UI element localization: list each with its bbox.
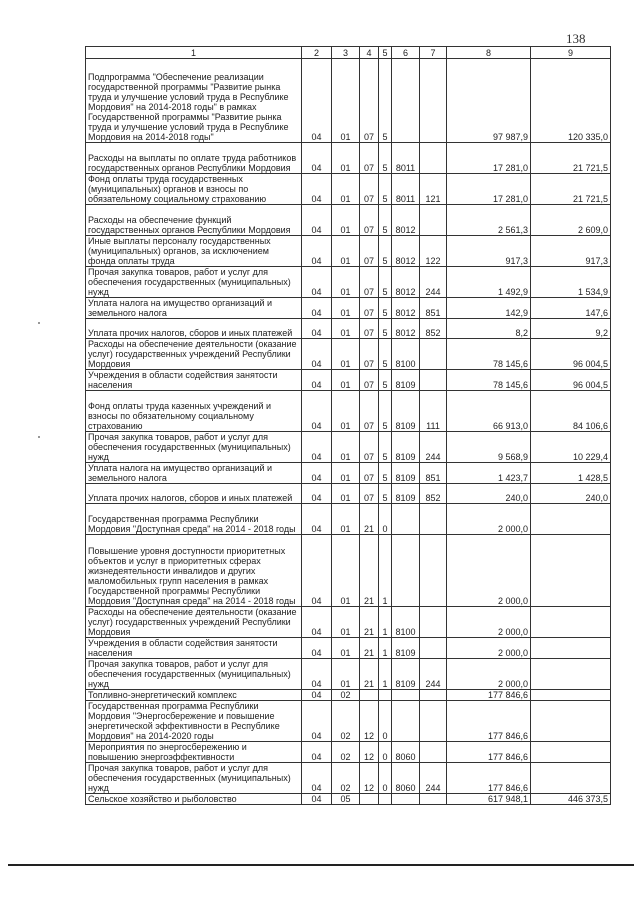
subsection-code: 05 xyxy=(332,794,360,805)
table-row xyxy=(86,794,611,805)
amount-2016 xyxy=(531,535,611,607)
section-code: 04 xyxy=(302,339,332,370)
item-code xyxy=(392,794,420,805)
expense-type-code: 122 xyxy=(420,236,447,267)
item-code: 8109 xyxy=(392,391,420,432)
row-name: Прочая закупка товаров, работ и услуг для обеспечения государственных (муниципальных) нужд xyxy=(86,432,302,463)
item-code: 8012 xyxy=(392,267,420,298)
amount-2015: 2 000,0 xyxy=(447,638,531,659)
section-code: 04 xyxy=(302,504,332,535)
program-code: 07 xyxy=(360,484,379,504)
expense-type-code xyxy=(420,535,447,607)
subsection-code: 01 xyxy=(332,432,360,463)
amount-2015: 240,0 xyxy=(447,484,531,504)
subprogram-code: 5 xyxy=(379,463,392,484)
row-name: Сельское хозяйство и рыболовство xyxy=(86,794,302,805)
amount-2016 xyxy=(531,763,611,794)
section-code: 04 xyxy=(302,174,332,205)
expense-type-code: 244 xyxy=(420,432,447,463)
table-row xyxy=(86,742,611,763)
amount-2016 xyxy=(531,659,611,690)
program-code: 07 xyxy=(360,463,379,484)
expense-type-code: 121 xyxy=(420,174,447,205)
amount-2016 xyxy=(531,701,611,742)
item-code: 8012 xyxy=(392,319,420,339)
column-header: 4 xyxy=(360,47,379,59)
row-name: Прочая закупка товаров, работ и услуг для обеспечения государственных (муниципальных) нужд xyxy=(86,763,302,794)
program-code xyxy=(360,690,379,701)
amount-2016: 2 609,0 xyxy=(531,205,611,236)
section-code: 04 xyxy=(302,319,332,339)
item-code: 8060 xyxy=(392,763,420,794)
program-code: 21 xyxy=(360,504,379,535)
amount-2015: 917,3 xyxy=(447,236,531,267)
amount-2015: 17 281,0 xyxy=(447,143,531,174)
section-code: 04 xyxy=(302,659,332,690)
program-code: 07 xyxy=(360,236,379,267)
amount-2015: 66 913,0 xyxy=(447,391,531,432)
subsection-code: 02 xyxy=(332,763,360,794)
subprogram-code xyxy=(379,690,392,701)
amount-2015: 2 561,3 xyxy=(447,205,531,236)
expense-type-code xyxy=(420,701,447,742)
amount-2015: 1 492,9 xyxy=(447,267,531,298)
row-name: Уплата прочих налогов, сборов и иных платежей xyxy=(86,484,302,504)
subsection-code: 01 xyxy=(332,659,360,690)
row-name: Учреждения в области содействия занятости населения xyxy=(86,370,302,391)
table-row xyxy=(86,339,611,370)
expense-type-code xyxy=(420,690,447,701)
table-row xyxy=(86,370,611,391)
amount-2015: 617 948,1 xyxy=(447,794,531,805)
table-row xyxy=(86,205,611,236)
subprogram-code: 1 xyxy=(379,659,392,690)
scan-speck xyxy=(38,322,40,324)
subsection-code: 02 xyxy=(332,690,360,701)
row-name: Расходы на обеспечение функций государственных органов Республики Мордовия xyxy=(86,205,302,236)
subprogram-code: 5 xyxy=(379,174,392,205)
row-name: Уплата налога на имущество организаций и земельного налога xyxy=(86,463,302,484)
subprogram-code: 5 xyxy=(379,484,392,504)
amount-2016 xyxy=(531,638,611,659)
amount-2016 xyxy=(531,607,611,638)
program-code: 07 xyxy=(360,174,379,205)
amount-2016: 21 721,5 xyxy=(531,174,611,205)
table-row xyxy=(86,607,611,638)
column-header: 6 xyxy=(392,47,420,59)
subprogram-code: 5 xyxy=(379,319,392,339)
table-row xyxy=(86,638,611,659)
amount-2015: 97 987,9 xyxy=(447,59,531,143)
section-code: 04 xyxy=(302,432,332,463)
subprogram-code xyxy=(379,794,392,805)
subprogram-code: 5 xyxy=(379,391,392,432)
row-name: Фонд оплаты труда государственных (муниципальных) органов и взносы по обязательному социальному страхованию xyxy=(86,174,302,205)
subsection-code: 01 xyxy=(332,174,360,205)
amount-2015: 177 846,6 xyxy=(447,690,531,701)
table-row xyxy=(86,504,611,535)
program-code: 21 xyxy=(360,638,379,659)
item-code: 8109 xyxy=(392,638,420,659)
amount-2016: 446 373,5 xyxy=(531,794,611,805)
program-code: 07 xyxy=(360,370,379,391)
item-code: 8100 xyxy=(392,607,420,638)
row-name: Подпрограмма "Обеспечение реализации государственной программы "Развитие рынка труда и улучшение условий труда в Республике Мордовия" на 2014-2018 годы" в рамках Государственной программы "Развитие рынка труда и улучшение условий труда в Республике Мордовия на 2014-2018 годы" xyxy=(86,59,302,143)
program-code: 12 xyxy=(360,763,379,794)
page-number: 138 xyxy=(566,31,586,46)
subprogram-code: 1 xyxy=(379,607,392,638)
table-row xyxy=(86,267,611,298)
subprogram-code: 5 xyxy=(379,143,392,174)
subprogram-code: 0 xyxy=(379,763,392,794)
subsection-code: 01 xyxy=(332,607,360,638)
amount-2015: 2 000,0 xyxy=(447,504,531,535)
row-name: Топливно-энергетический комплекс xyxy=(86,690,302,701)
subprogram-code: 0 xyxy=(379,701,392,742)
table-row xyxy=(86,298,611,319)
amount-2015: 1 423,7 xyxy=(447,463,531,484)
table-row xyxy=(86,174,611,205)
item-code: 8109 xyxy=(392,484,420,504)
column-header: 1 xyxy=(86,47,302,59)
amount-2015: 9 568,9 xyxy=(447,432,531,463)
amount-2015: 17 281,0 xyxy=(447,174,531,205)
expense-type-code xyxy=(420,370,447,391)
section-code: 04 xyxy=(302,484,332,504)
expense-type-code: 851 xyxy=(420,463,447,484)
row-name: Повышение уровня доступности приоритетных объектов и услуг в приоритетных сферах жизнедеятельности инвалидов и других маломобильных групп населения в рамках Государственной программы Республики Мордовия "Доступная среда" на 2014 - 2018 годы xyxy=(86,535,302,607)
expense-type-code: 851 xyxy=(420,298,447,319)
program-code: 12 xyxy=(360,701,379,742)
item-code xyxy=(392,535,420,607)
program-code: 07 xyxy=(360,267,379,298)
program-code: 07 xyxy=(360,205,379,236)
item-code xyxy=(392,504,420,535)
program-code: 07 xyxy=(360,319,379,339)
subsection-code: 01 xyxy=(332,319,360,339)
subprogram-code: 5 xyxy=(379,267,392,298)
subsection-code: 01 xyxy=(332,205,360,236)
amount-2015: 142,9 xyxy=(447,298,531,319)
row-name: Государственная программа Республики Мордовия "Энергосбережение и повышение энергетической эффективности в Республике Мордовия" на 2014-2020 годы xyxy=(86,701,302,742)
amount-2016: 9,2 xyxy=(531,319,611,339)
section-code: 04 xyxy=(302,236,332,267)
table-row xyxy=(86,763,611,794)
table-row xyxy=(86,236,611,267)
program-code: 21 xyxy=(360,535,379,607)
row-name: Учреждения в области содействия занятости населения xyxy=(86,638,302,659)
expense-type-code xyxy=(420,742,447,763)
item-code: 8012 xyxy=(392,205,420,236)
row-name: Мероприятия по энергосбережению и повышению энергоэффективности xyxy=(86,742,302,763)
amount-2016 xyxy=(531,690,611,701)
program-code: 07 xyxy=(360,391,379,432)
subprogram-code: 1 xyxy=(379,535,392,607)
table-row xyxy=(86,432,611,463)
item-code xyxy=(392,701,420,742)
amount-2016: 10 229,4 xyxy=(531,432,611,463)
program-code: 21 xyxy=(360,659,379,690)
table-row xyxy=(86,463,611,484)
subprogram-code: 0 xyxy=(379,504,392,535)
subprogram-code: 5 xyxy=(379,298,392,319)
program-code xyxy=(360,794,379,805)
row-name: Государственная программа Республики Мордовия "Доступная среда" на 2014 - 2018 годы xyxy=(86,504,302,535)
item-code: 8012 xyxy=(392,236,420,267)
section-code: 04 xyxy=(302,370,332,391)
subsection-code: 01 xyxy=(332,391,360,432)
amount-2016: 147,6 xyxy=(531,298,611,319)
amount-2015: 78 145,6 xyxy=(447,339,531,370)
expense-type-code xyxy=(420,339,447,370)
amount-2016: 21 721,5 xyxy=(531,143,611,174)
expense-type-code: 852 xyxy=(420,484,447,504)
table-row xyxy=(86,690,611,701)
subsection-code: 02 xyxy=(332,701,360,742)
row-name: Уплата прочих налогов, сборов и иных платежей xyxy=(86,319,302,339)
section-code: 04 xyxy=(302,607,332,638)
amount-2016 xyxy=(531,504,611,535)
program-code: 07 xyxy=(360,339,379,370)
subsection-code: 01 xyxy=(332,59,360,143)
subprogram-code: 5 xyxy=(379,236,392,267)
subsection-code: 01 xyxy=(332,143,360,174)
table-row xyxy=(86,659,611,690)
subprogram-code: 5 xyxy=(379,339,392,370)
column-numbers-row xyxy=(86,47,611,59)
item-code: 8109 xyxy=(392,659,420,690)
column-header: 9 xyxy=(531,47,611,59)
row-name: Уплата налога на имущество организаций и земельного налога xyxy=(86,298,302,319)
page-bottom-rule xyxy=(8,864,634,866)
subprogram-code: 0 xyxy=(379,742,392,763)
subsection-code: 01 xyxy=(332,298,360,319)
section-code: 04 xyxy=(302,59,332,143)
expense-type-code xyxy=(420,638,447,659)
amount-2015: 2 000,0 xyxy=(447,607,531,638)
program-code: 12 xyxy=(360,742,379,763)
section-code: 04 xyxy=(302,638,332,659)
expense-type-code xyxy=(420,794,447,805)
expense-type-code: 111 xyxy=(420,391,447,432)
section-code: 04 xyxy=(302,690,332,701)
row-name: Расходы на обеспечение деятельности (оказание услуг) государственных учреждений Республики Мордовия xyxy=(86,607,302,638)
item-code xyxy=(392,690,420,701)
item-code: 8012 xyxy=(392,298,420,319)
item-code: 8109 xyxy=(392,370,420,391)
amount-2015: 177 846,6 xyxy=(447,763,531,794)
row-name: Прочая закупка товаров, работ и услуг для обеспечения государственных (муниципальных) нужд xyxy=(86,267,302,298)
subprogram-code: 5 xyxy=(379,370,392,391)
table-row xyxy=(86,143,611,174)
expense-type-code xyxy=(420,59,447,143)
row-name: Прочая закупка товаров, работ и услуг для обеспечения государственных (муниципальных) нужд xyxy=(86,659,302,690)
subsection-code: 01 xyxy=(332,339,360,370)
column-header: 3 xyxy=(332,47,360,59)
subprogram-code: 1 xyxy=(379,638,392,659)
subsection-code: 01 xyxy=(332,267,360,298)
row-name: Иные выплаты персоналу государственных (муниципальных) органов, за исключением фонда оплаты труда xyxy=(86,236,302,267)
row-name: Расходы на выплаты по оплате труда работников государственных органов Республики Мордовия xyxy=(86,143,302,174)
expense-type-code: 244 xyxy=(420,763,447,794)
scan-speck xyxy=(38,436,40,438)
amount-2015: 78 145,6 xyxy=(447,370,531,391)
expense-type-code: 244 xyxy=(420,659,447,690)
expense-type-code xyxy=(420,607,447,638)
subsection-code: 01 xyxy=(332,504,360,535)
program-code: 07 xyxy=(360,432,379,463)
expense-type-code xyxy=(420,205,447,236)
table-row xyxy=(86,701,611,742)
expense-type-code: 852 xyxy=(420,319,447,339)
column-header: 5 xyxy=(379,47,392,59)
section-code: 04 xyxy=(302,205,332,236)
expense-type-code: 244 xyxy=(420,267,447,298)
section-code: 04 xyxy=(302,391,332,432)
amount-2015: 177 846,6 xyxy=(447,701,531,742)
section-code: 04 xyxy=(302,742,332,763)
row-name: Расходы на обеспечение деятельности (оказание услуг) государственных учреждений Республики Мордовия xyxy=(86,339,302,370)
item-code: 8109 xyxy=(392,463,420,484)
subsection-code: 01 xyxy=(332,463,360,484)
program-code: 07 xyxy=(360,143,379,174)
amount-2016: 96 004,5 xyxy=(531,339,611,370)
amount-2015: 2 000,0 xyxy=(447,535,531,607)
section-code: 04 xyxy=(302,794,332,805)
column-header: 8 xyxy=(447,47,531,59)
item-code: 8100 xyxy=(392,339,420,370)
amount-2015: 177 846,6 xyxy=(447,742,531,763)
section-code: 04 xyxy=(302,463,332,484)
item-code: 8011 xyxy=(392,143,420,174)
section-code: 04 xyxy=(302,267,332,298)
section-code: 04 xyxy=(302,143,332,174)
section-code: 04 xyxy=(302,763,332,794)
amount-2016: 84 106,6 xyxy=(531,391,611,432)
item-code: 8109 xyxy=(392,432,420,463)
amount-2015: 8,2 xyxy=(447,319,531,339)
table-row xyxy=(86,319,611,339)
amount-2016: 917,3 xyxy=(531,236,611,267)
table-row xyxy=(86,484,611,504)
amount-2015: 2 000,0 xyxy=(447,659,531,690)
item-code xyxy=(392,59,420,143)
expense-type-code xyxy=(420,504,447,535)
item-code: 8011 xyxy=(392,174,420,205)
table-row xyxy=(86,59,611,143)
amount-2016 xyxy=(531,742,611,763)
subprogram-code: 5 xyxy=(379,59,392,143)
row-name: Фонд оплаты труда казенных учреждений и взносы по обязательному социальному страхованию xyxy=(86,391,302,432)
program-code: 21 xyxy=(360,607,379,638)
subprogram-code: 5 xyxy=(379,205,392,236)
section-code: 04 xyxy=(302,298,332,319)
subprogram-code: 5 xyxy=(379,432,392,463)
section-code: 04 xyxy=(302,701,332,742)
budget-table xyxy=(85,46,611,805)
subsection-code: 01 xyxy=(332,484,360,504)
subsection-code: 02 xyxy=(332,742,360,763)
item-code: 8060 xyxy=(392,742,420,763)
subsection-code: 01 xyxy=(332,535,360,607)
amount-2016: 1 534,9 xyxy=(531,267,611,298)
amount-2016: 120 335,0 xyxy=(531,59,611,143)
table-row xyxy=(86,535,611,607)
amount-2016: 240,0 xyxy=(531,484,611,504)
subsection-code: 01 xyxy=(332,638,360,659)
column-header: 7 xyxy=(420,47,447,59)
amount-2016: 1 428,5 xyxy=(531,463,611,484)
program-code: 07 xyxy=(360,59,379,143)
section-code: 04 xyxy=(302,535,332,607)
subsection-code: 01 xyxy=(332,370,360,391)
column-header: 2 xyxy=(302,47,332,59)
expense-type-code xyxy=(420,143,447,174)
amount-2016: 96 004,5 xyxy=(531,370,611,391)
table-row xyxy=(86,391,611,432)
subsection-code: 01 xyxy=(332,236,360,267)
program-code: 07 xyxy=(360,298,379,319)
